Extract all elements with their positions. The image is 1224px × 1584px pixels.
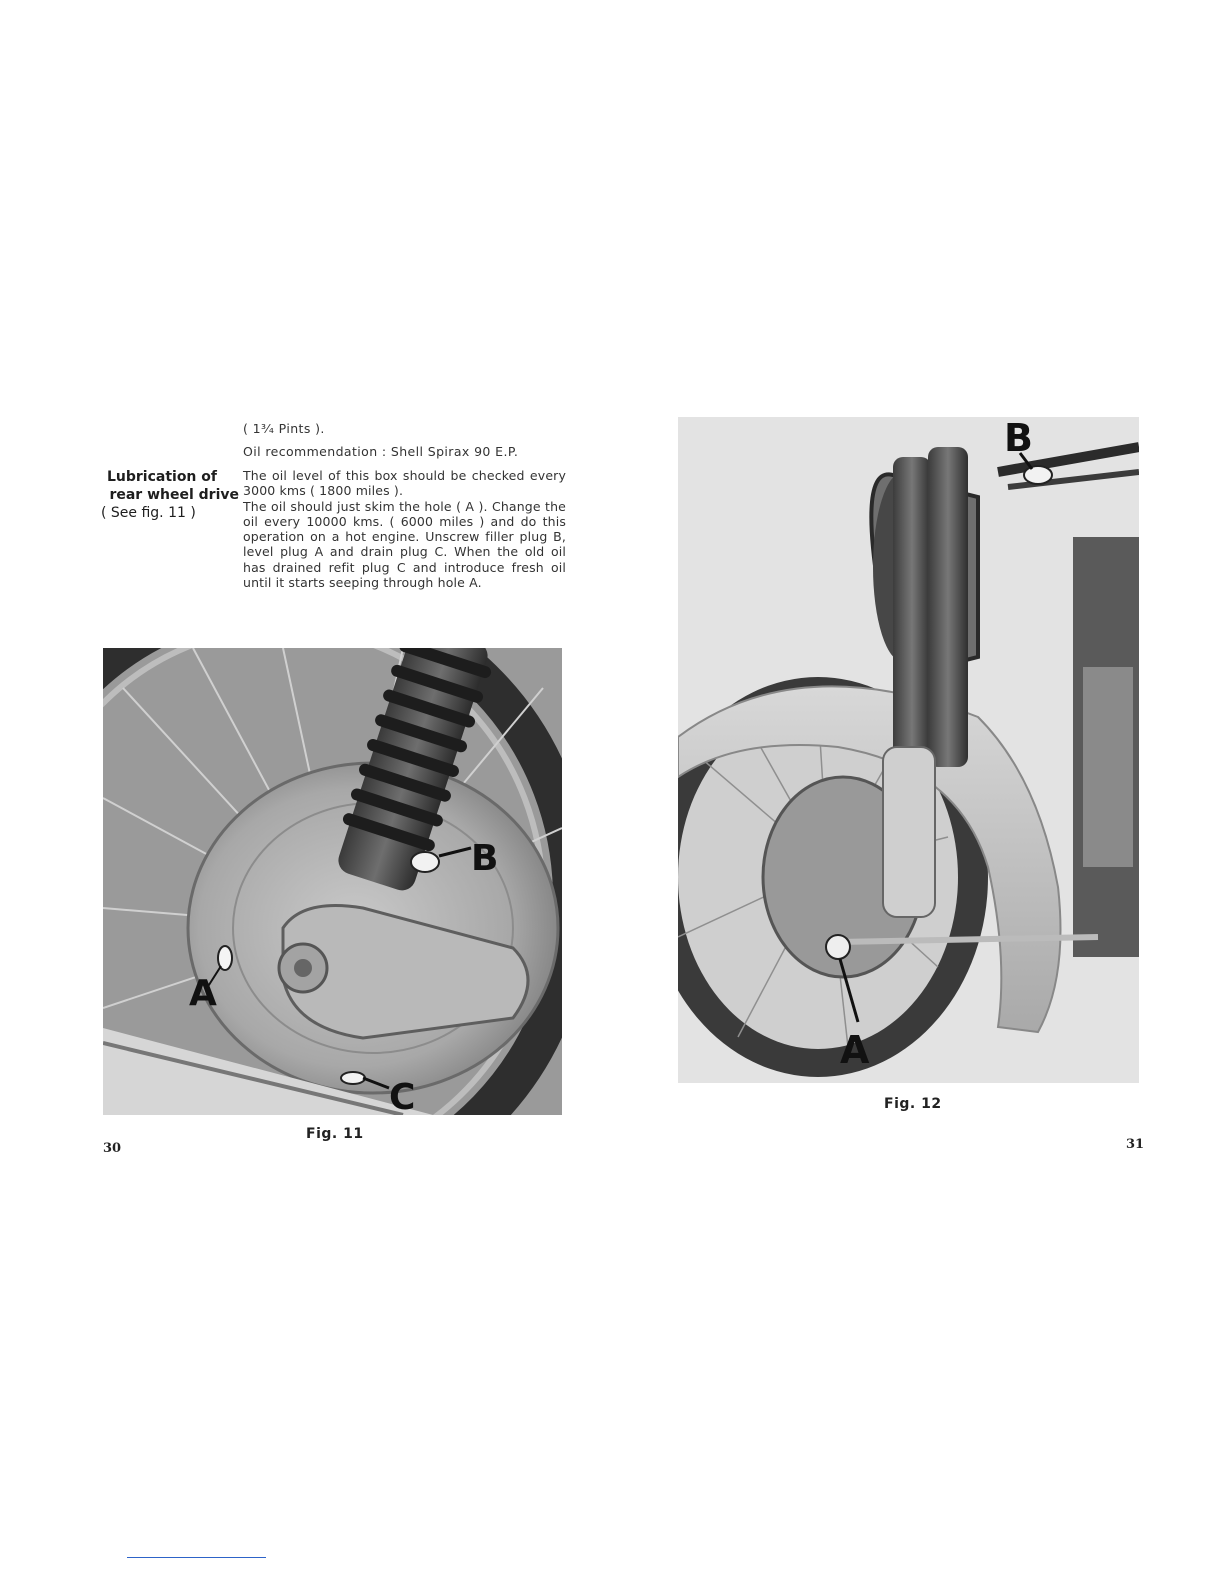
section-heading-line2: rear wheel drive [109,487,239,503]
figure-12-photo [678,417,1139,1083]
figure-12-label-a: A [840,1028,870,1072]
front-fork-illustration [678,417,1139,1083]
figure-11-photo [103,648,562,1115]
figure-11-caption: Fig. 11 [306,1126,364,1142]
figure-11-label-c: C [389,1077,416,1115]
figure-reference: ( See fig. 11 ) [101,505,196,521]
footer-rule [127,1557,266,1558]
capacity-note: ( 1³⁄₄ Pints ). [243,421,325,436]
paragraph-oil-change: The oil should just skim the hole ( A ). Change the oil every 10000 kms. ( 6000 miles ) and do this operation on a hot engine. Unscrew filler plug B, level plug A and drain plug C. When the old oil has drained refit plug C and introduce fresh oil until it starts seeping through hole A. [243,498,566,591]
oil-recommendation: Oil recommendation : Shell Spirax 90 E.P. [243,444,519,459]
figure-11-label-b: B [471,838,499,879]
section-heading-line1: Lubrication of [106,469,217,485]
figure-12-label-b: B [1004,417,1033,460]
page-number-right: 31 [1126,1137,1145,1152]
page-number-left: 30 [103,1141,122,1156]
section-body [243,468,566,590]
section-heading [101,468,239,522]
figure-12-caption: Fig. 12 [884,1096,942,1112]
figure-11-label-a: A [189,973,217,1014]
rear-wheel-drive-illustration [103,648,562,1115]
paragraph-check-interval: The oil level of this box should be checked every 3000 kms ( 1800 miles ). [243,468,566,499]
